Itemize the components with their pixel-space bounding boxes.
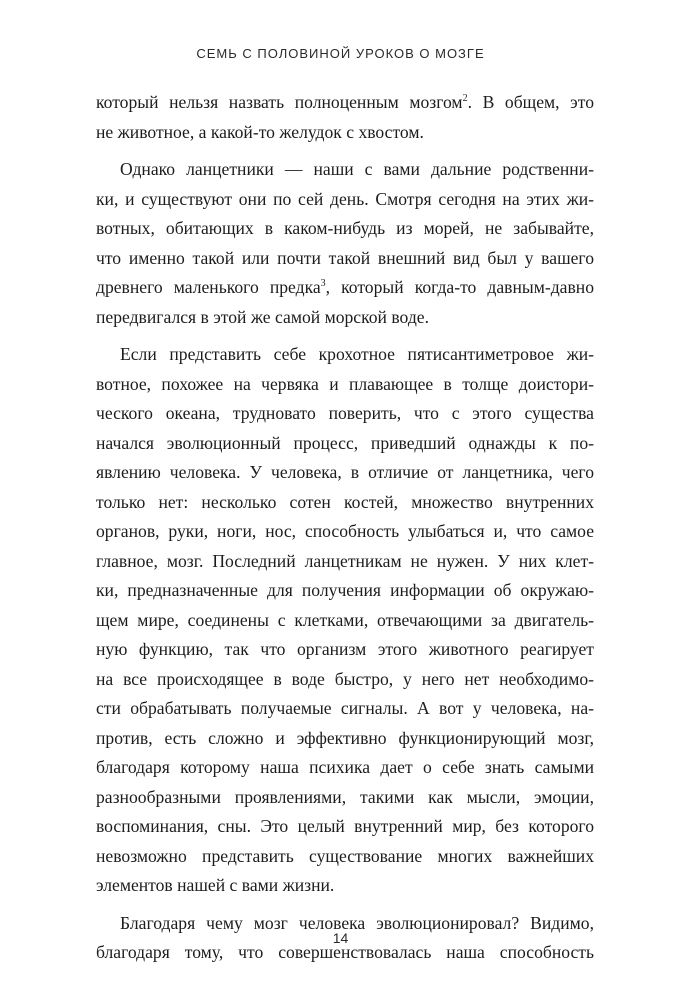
text-line: против, есть сложно и эффективно функционирующий мозг, [96,727,594,748]
text-line: благодаря которому наша психика дает о себе знать самыми [96,757,594,777]
text-line: элементов нашей с вами жизни. [96,875,335,895]
text-line: главное, мозг. Последний ланцетникам не нужен. У них клет- [96,550,594,571]
text-line: ную функцию, так что организм этого животного реагирует [96,639,594,659]
text-line: не животное, а какой-то желудок с хвостом. [96,121,424,142]
text-line: древнего маленького предка$^3$, который когда-то давным-давно [96,277,594,297]
text-line: органов, руки, ноги, нос, способность улыбаться и, что самое [96,521,594,541]
text-line: ки, предназначенные для получения информации об окружаю- [96,580,594,600]
text-line: ки, и существуют они по сей день. Смотря сегодня на этих жи- [96,188,594,209]
text-line: ческого океана, трудновато поверить, что с этого существа [96,403,594,423]
text-line: вотное, похожее на червяка и плавающее в толще доистори- [96,373,594,394]
text-line: на все происходящее в воде быстро, у него нет необходимо- [96,668,594,689]
text-line: невозможно представить существование многих важнейших [96,845,594,866]
running-head: СЕМЬ С ПОЛОВИНОЙ УРОКОВ О МОЗГЕ [196,46,485,61]
text-line: Если представить себе крохотное пятисантиметровое жи- [120,344,594,364]
text-line: щем мире, соединены с клетками, отвечающими за двигатель- [96,609,594,630]
footnote-ref[interactable]: 3 [320,278,326,290]
text-line: что именно такой или почти такой внешний вид был у вашего [96,247,594,268]
paragraph [96,155,594,332]
text-line: Однако ланцетники — наши с вами дальние родственни- [120,159,594,179]
paragraph [96,340,594,901]
footnote-ref[interactable]: 2 [462,93,468,105]
text-line: передвигался в этой же самой морской воде. [96,306,430,327]
text-line: разнообразными проявлениями, такими как мысли, эмоции, [96,786,594,807]
text-line: сти обрабатывать получаемые сигналы. А вот у человека, на- [96,698,594,718]
text-line: начался эволюционный процесс, приведший однажды к по- [96,432,594,453]
text-line: который нельзя назвать полноценным мозгом$^2$. В общем, это [96,92,594,112]
text-line: воспоминания, сны. Это целый внутренний мир, без которого [96,816,594,836]
body-text [96,88,594,968]
text-line: вотных, обитающих в каком-нибудь из морей, не забывайте, [96,218,594,238]
page-number: 14 [332,930,349,946]
text-line: явлению человека. У человека, в отличие от ланцетника, чего [96,462,594,482]
text-line: только нет: несколько сотен костей, множество внутренних [96,491,594,512]
paragraph [96,88,594,147]
text-line: Благодаря чему мозг человека эволюционировал? Видимо, [120,912,594,933]
text-line: благодаря тому, что совершенствовалась наша способность [96,942,594,962]
